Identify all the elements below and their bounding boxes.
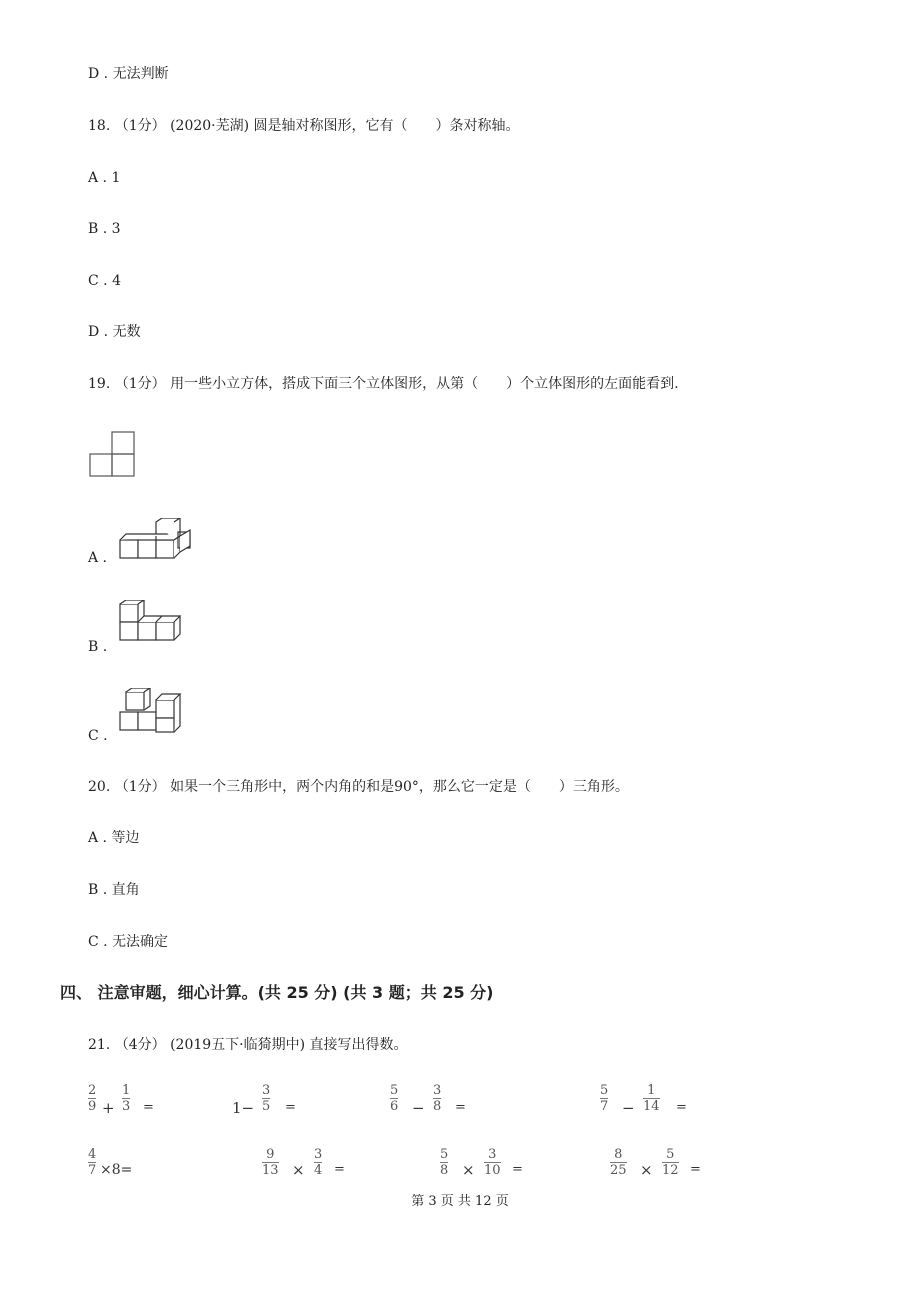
q18-stem: 18. （1分） (2020·芜湖) 圆是轴对称图形，它有（ ）条对称轴。 bbox=[88, 118, 520, 134]
equals-sign: = bbox=[676, 1100, 687, 1115]
fraction: 5 8 bbox=[440, 1147, 449, 1178]
q18-option-a: A . 1 bbox=[88, 170, 121, 186]
fraction: 5 6 bbox=[390, 1083, 399, 1114]
multiply-expression: ×8= bbox=[100, 1162, 133, 1178]
operator: × bbox=[640, 1161, 653, 1179]
operator: × bbox=[462, 1161, 475, 1179]
fraction: 1 3 bbox=[122, 1083, 131, 1114]
q20-option-a: A . 等边 bbox=[88, 830, 140, 846]
fraction: 3 4 bbox=[314, 1147, 323, 1178]
operator: − bbox=[622, 1099, 635, 1117]
equals-sign: = bbox=[143, 1100, 154, 1115]
equals-sign: = bbox=[285, 1100, 296, 1115]
equals-sign: = bbox=[690, 1162, 701, 1177]
section-4-title: 四、 注意审题，细心计算。(共 25 分) (共 3 题；共 25 分) bbox=[60, 983, 494, 1002]
fraction: 2 9 bbox=[88, 1083, 97, 1114]
fraction: 8 25 bbox=[610, 1147, 627, 1178]
operator: − bbox=[412, 1099, 425, 1117]
page-footer: 第 3 页 共 12 页 bbox=[411, 1194, 509, 1209]
q19-option-a: A . bbox=[88, 550, 108, 566]
q20-stem: 20. （1分） 如果一个三角形中，两个内角的和是90°，那么它一定是（ ）三角形。 bbox=[88, 779, 629, 795]
cube-stack-b-figure bbox=[118, 600, 190, 646]
cube-stack-a-figure bbox=[118, 518, 194, 564]
q19-option-c: C . bbox=[88, 728, 108, 744]
left-view-figure bbox=[88, 430, 136, 480]
q20-option-b: B . 直角 bbox=[88, 882, 140, 898]
fraction: 3 10 bbox=[484, 1147, 501, 1178]
q19-stem: 19. （1分） 用一些小立方体，搭成下面三个立体图形，从第（ ）个立体图形的左面能看到. bbox=[88, 376, 679, 392]
operator: + bbox=[102, 1099, 115, 1117]
q21-stem: 21. （4分） (2019五下·临猗期中) 直接写出得数。 bbox=[88, 1037, 408, 1053]
cube-stack-c-figure bbox=[118, 688, 190, 738]
fraction: 9 13 bbox=[262, 1147, 279, 1178]
equals-sign: = bbox=[512, 1162, 523, 1177]
fraction: 5 7 bbox=[600, 1083, 609, 1114]
q18-option-d: D . 无数 bbox=[88, 324, 141, 340]
equals-sign: = bbox=[334, 1162, 345, 1177]
equals-sign: = bbox=[455, 1100, 466, 1115]
q18-option-c: C . 4 bbox=[88, 273, 121, 289]
q17-option-d: D . 无法判断 bbox=[88, 66, 169, 82]
lead-term: 1− bbox=[232, 1099, 255, 1117]
fraction: 5 12 bbox=[662, 1147, 679, 1178]
fraction: 4 7 bbox=[88, 1147, 97, 1178]
fraction: 1 14 bbox=[643, 1083, 660, 1114]
fraction: 3 5 bbox=[262, 1083, 271, 1114]
q18-option-b: B . 3 bbox=[88, 221, 121, 237]
q20-option-c: C . 无法确定 bbox=[88, 934, 169, 950]
operator: × bbox=[292, 1161, 305, 1179]
fraction: 3 8 bbox=[433, 1083, 442, 1114]
q19-option-b: B . bbox=[88, 639, 108, 655]
